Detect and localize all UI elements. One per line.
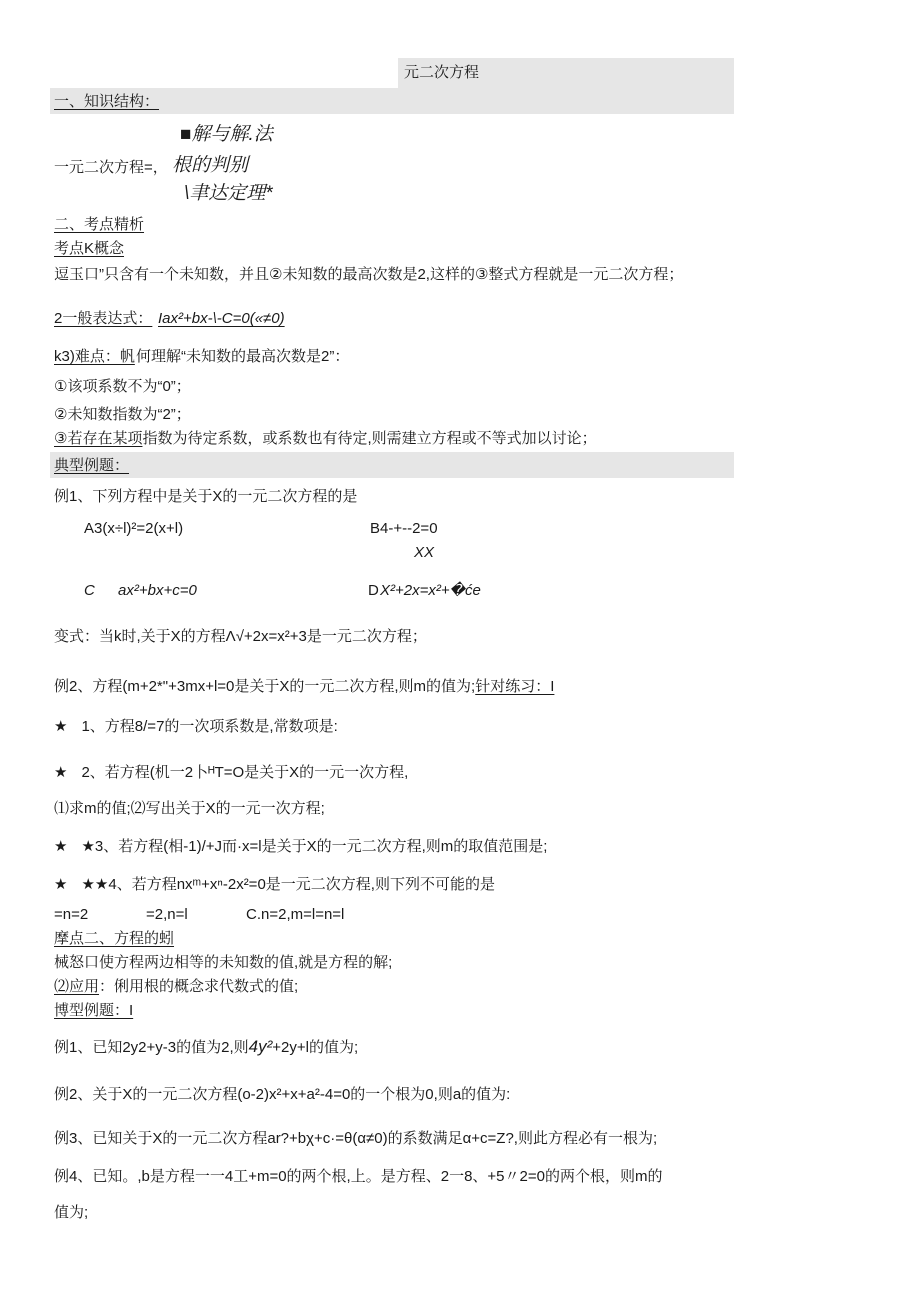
option-c-label: C xyxy=(84,582,95,599)
star-item-2 xyxy=(54,762,408,784)
variant-question: 变式：当k时,关于X的方程Λ√+2x=x²+3是一元二次方程； xyxy=(54,628,427,645)
section3-example-1-a: 例1、已知2y2+y-3的值为2,则 xyxy=(54,1039,249,1056)
section3-example-4-line1: 例4、已知。,b是方程一一4工+m=0的两个根,上。是方程、2一8、+5〃2=0的两个根，则m的 xyxy=(54,1168,663,1185)
example-2-text: 例2、方程(m+2*"+3mx+l=0是关于X的一元二次方程,则m的值为; xyxy=(54,678,476,695)
targeted-practice-label: 针对练习：I xyxy=(475,678,555,695)
page-title: 元二次方程 xyxy=(404,64,480,81)
section3-example-1 xyxy=(54,1036,358,1059)
section3-example-4-line2: 值为; xyxy=(54,1204,89,1221)
point2-definition: 械怒口使方程两边相等的未知数的值,就是方程的解; xyxy=(54,954,393,971)
difficulty-item-1: ①该项系数不为“0”； xyxy=(54,378,191,395)
star-item-2-text: 2、若方程(机一2卜ᴴT=O是关于X的一元一次方程, xyxy=(81,764,409,781)
examples1-heading: 典型例题： xyxy=(54,457,130,474)
star-icon: ★ xyxy=(54,764,68,781)
difficulty-item-3 xyxy=(54,428,597,450)
point1-title: 考点K概念 xyxy=(54,240,125,257)
option-d-label: D xyxy=(368,582,379,599)
difficulty-item-3-underlined: ③若存在某项 xyxy=(54,430,143,447)
point2-application-label: ⑵应用 xyxy=(54,978,100,995)
example-2 xyxy=(54,676,554,698)
star-icon: ★ xyxy=(54,876,68,893)
examples-band xyxy=(50,452,734,478)
star-icon: ★ xyxy=(54,838,68,855)
difficulty-item-3-rest: 指数为待定系数，或系数也有待定,则需建立方程或不等式加以讨论； xyxy=(142,430,597,447)
star-item-4 xyxy=(54,874,495,896)
option-d: X²+2x=x²+�će xyxy=(380,582,481,599)
option-a: A3(x÷l)²=2(x+l) xyxy=(84,520,184,537)
point1-text: 逗玉口”只含有一个未知数，并且②未知数的最高次数是2,这样的③整式方程就是一元二次方程； xyxy=(54,266,684,283)
section1-heading: 一、知识结构： xyxy=(54,93,160,110)
point2-application-text: ：俐用根的概念求代数式的值; xyxy=(99,978,299,995)
difficulty-text: 何理解“未知数的最高次数是2”： xyxy=(136,348,350,365)
knowledge-branch-discriminant: 根的判别 xyxy=(172,155,249,176)
knowledge-branch-vieta: \聿达定理* xyxy=(184,183,273,204)
examples2-heading: 博型例题：I xyxy=(54,1002,134,1019)
difficulty-item-2: ②未知数指数为“2”； xyxy=(54,406,191,423)
knowledge-root: 一元二次方程=， xyxy=(54,159,168,176)
star-item-4-text: ★★4、若方程nxᵐ+xⁿ-2x²=0是一元二次方程,则下列不可能的是 xyxy=(81,876,495,893)
point2-application xyxy=(54,976,298,998)
star-item-4-option-b: =2,n=l xyxy=(146,906,188,923)
option-b-denominator: XX xyxy=(414,544,435,561)
star-icon: ★ xyxy=(54,718,68,735)
star-item-4-option-c: C.n=2,m=l=n=l xyxy=(246,906,345,923)
option-b: B4-+--2=0 xyxy=(370,520,438,537)
general-form-expression: Iax²+bx-\-C=0(«≠0) xyxy=(158,310,285,327)
star-item-1-text: 1、方程8/=7的一次项系数是,常数项是: xyxy=(81,718,338,735)
option-c: ax²+bx+c=0 xyxy=(118,582,197,599)
star-item-3 xyxy=(54,836,547,858)
section3-example-2: 例2、关于X的一元二次方程(o-2)x²+x+a²-4=0的一个根为0,则a的值为: xyxy=(54,1086,511,1103)
point2-title: 摩点二、方程的蚓 xyxy=(54,930,175,947)
star-item-3-text: ★3、若方程(相-1)/+J而·x=l是关于X的一元二次方程,则m的取值范围是; xyxy=(81,838,548,855)
section2-heading: 二、考点精析 xyxy=(54,216,145,233)
section3-example-1-b: 4y² xyxy=(248,1037,273,1056)
knowledge-branch-solutions: ■解与解.法 xyxy=(180,124,273,145)
general-form-label: 2一般表达式： xyxy=(54,310,153,327)
star-item-1 xyxy=(54,716,338,738)
section3-example-1-c: +2y+l的值为; xyxy=(272,1039,359,1056)
section3-example-3: 例3、已知关于X的一元二次方程ar?+bχ+c·=θ(α≠0)的系数满足α+c=Z?,则此方程必有一根为; xyxy=(54,1130,658,1147)
star-item-2-sub: ⑴求m的值;⑵写出关于X的一元一次方程; xyxy=(54,800,325,817)
example-1: 例1、下列方程中是关于X的一元二次方程的是 xyxy=(54,488,358,505)
difficulty-label: k3)难点：帆 xyxy=(54,348,135,365)
star-item-4-option-a: =n=2 xyxy=(54,906,89,923)
